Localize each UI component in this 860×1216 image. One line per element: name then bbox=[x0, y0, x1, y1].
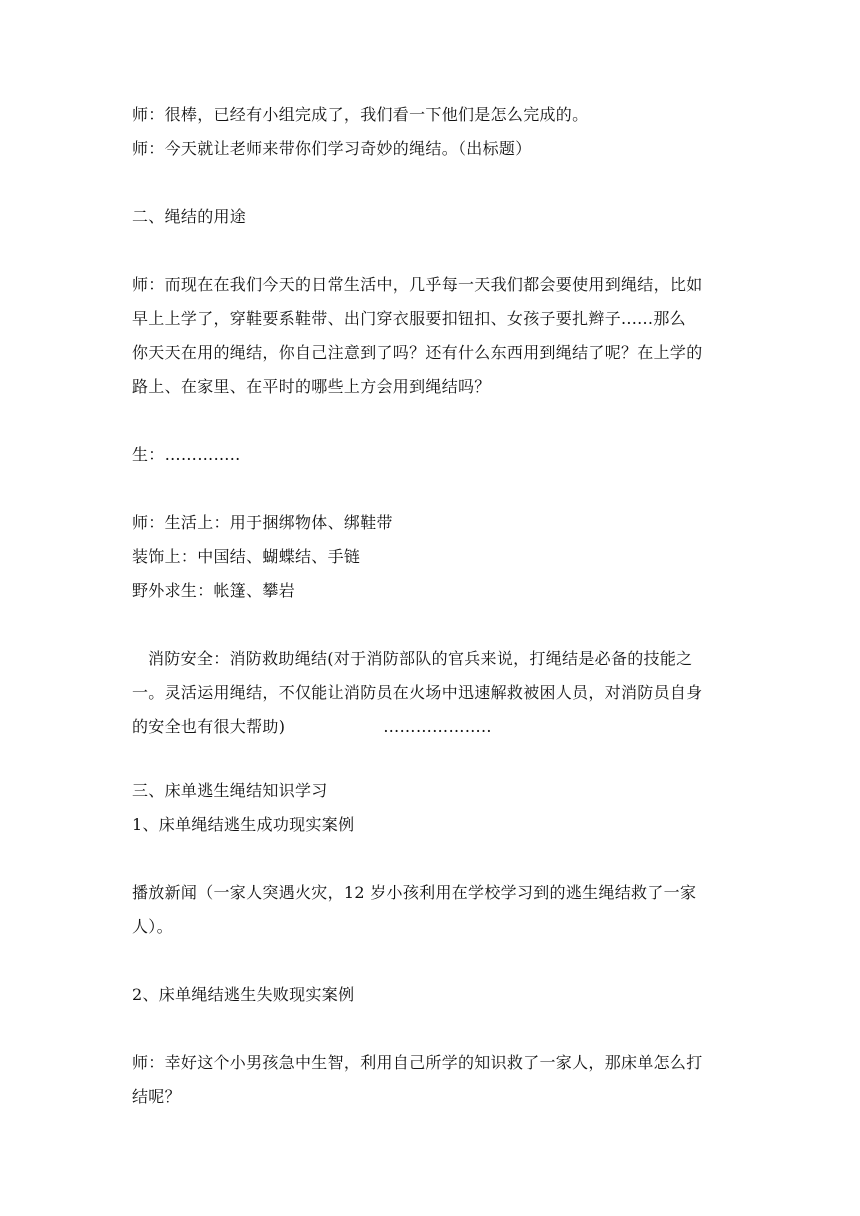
subsection-heading: 1、床单绳结逃生成功现实案例 bbox=[132, 815, 355, 834]
text-line: 一。灵活运用绳结，不仅能让消防员在火场中迅速解救被困人员，对消防员自身 bbox=[132, 683, 703, 702]
text-line: 师：今天就让老师来带你们学习奇妙的绳结。（出标题） bbox=[132, 139, 532, 158]
text-line: 早上上学了，穿鞋要系鞋带、出门穿衣服要扣钮扣、女孩子要扎辫子......那么 bbox=[132, 309, 686, 328]
text-line: 结呢？ bbox=[132, 1087, 181, 1106]
text-line: 师：幸好这个小男孩急中生智，利用自己所学的知识救了一家人，那床单怎么打 bbox=[132, 1053, 703, 1072]
text-line: 师：而现在在我们今天的日常生活中，几乎每一天我们都会要使用到绳结，比如 bbox=[132, 275, 703, 294]
text-line: 生：………….. bbox=[132, 445, 241, 464]
text-line: 师：很棒，已经有小组完成了，我们看一下他们是怎么完成的。 bbox=[132, 105, 589, 124]
text-line: 你天天在用的绳结，你自己注意到了吗？还有什么东西用到绳结了呢？在上学的 bbox=[132, 343, 703, 362]
text-line: 消防安全：消防救助绳结(对于消防部队的官兵来说，打绳结是必备的技能之 bbox=[148, 649, 693, 668]
subsection-heading: 2、床单绳结逃生失败现实案例 bbox=[132, 985, 355, 1004]
section-heading: 二、绳结的用途 bbox=[132, 207, 247, 226]
text-line: 野外求生：帐篷、攀岩 bbox=[132, 581, 296, 600]
text-fragment: 的安全也有很大帮助) bbox=[132, 717, 286, 736]
text-line: 播放新闻（一家人突遇火灾，12 岁小孩利用在学校学习到的逃生绳结救了一家 bbox=[132, 883, 697, 902]
ellipsis: ……………….. bbox=[383, 717, 492, 736]
text-line: 装饰上：中国结、蝴蝶结、手链 bbox=[132, 547, 361, 566]
text-line bbox=[132, 710, 742, 744]
section-heading: 三、床单逃生绳结知识学习 bbox=[132, 781, 328, 800]
text-line: 人）。 bbox=[132, 917, 173, 936]
text-line: 师：生活上：用于捆绑物体、绑鞋带 bbox=[132, 513, 393, 532]
text-line: 路上、在家里、在平时的哪些上方会用到绳结吗？ bbox=[132, 377, 491, 396]
